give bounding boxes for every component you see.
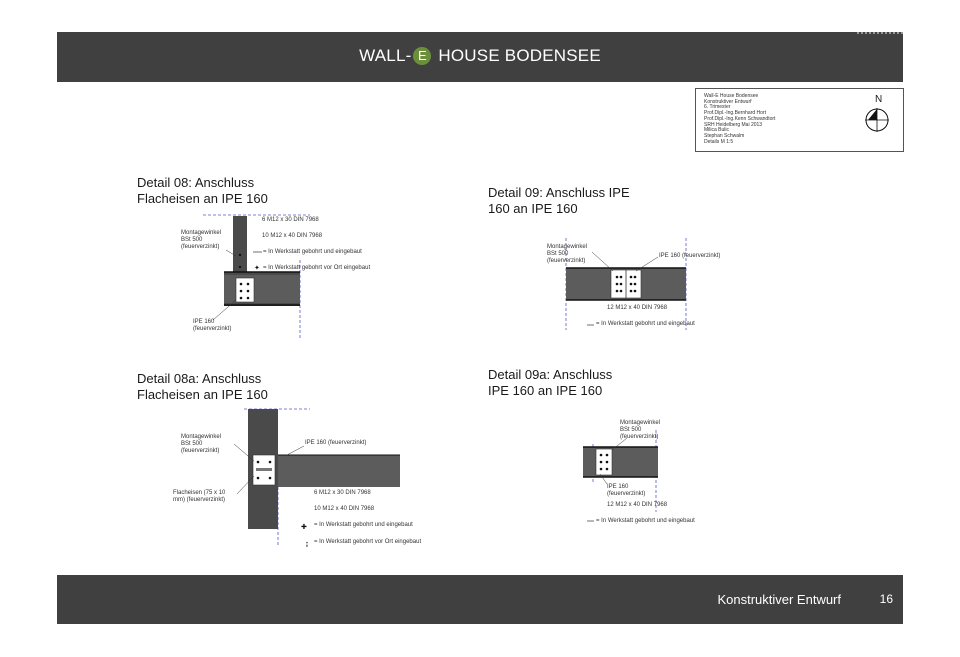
- detail-08-ipe-label: IPE 160 (feuerverzinkt): [193, 319, 232, 332]
- detail-08-montage-label: Montagewinkel BSt 500 (feuerverzinkt): [181, 230, 222, 250]
- detail-09a-screw: 12 M12 x 40 DIN 7968: [607, 502, 668, 508]
- detail-08-legend-2: = In Werkstatt gebohrt vor Ort eingebaut: [263, 265, 371, 271]
- footer-subtitle: Konstruktiver Entwurf: [717, 592, 841, 607]
- detail-08-legend-1: = In Werkstatt gebohrt und eingebaut: [263, 249, 362, 255]
- detail-08a-montage-label: Montagewinkel BSt 500 (feuerverzinkt): [181, 434, 222, 454]
- detail-08a-legend-2: = In Werkstatt gebohrt vor Ort eingebaut: [314, 539, 422, 545]
- detail-08a-screw-2: 10 M12 x 40 DIN 7968: [314, 506, 375, 512]
- detail-09a-title: Detail 09a: Anschluss IPE 160 an IPE 160: [488, 367, 613, 398]
- detail-08-title: Detail 08: Anschluss Flacheisen an IPE 160: [137, 175, 268, 206]
- detail-09a-ipe-label: IPE 160 (feuerverzinkt): [607, 484, 646, 497]
- detail-09-screw: 12 M12 x 40 DIN 7968: [607, 305, 668, 311]
- detail-09a-legend: = In Werkstatt gebohrt und eingebaut: [596, 518, 695, 524]
- detail-09-legend: = In Werkstatt gebohrt und eingebaut: [596, 321, 695, 327]
- title-block-lines: Wall-E House Bodensee Konstruktiver Entwurf 6. Trimester Prof.Dipl.-Ing.Bernhard Hort Prof.Dipl.-Ing.Kenn Schwandtort SRH Heidelberg Mai 2013 Milica Bulic Stephan Schwalm Details M 1:5: [704, 93, 776, 145]
- title-part-1: WALL-: [359, 46, 412, 65]
- svg-text:✦: ✦: [254, 265, 260, 272]
- detail-08a-flacheisen-label: Flacheisen (75 x 10 mm) (feuerverzinkt): [173, 490, 226, 503]
- detail-08a-legend-1: = In Werkstatt gebohrt und eingebaut: [314, 522, 413, 528]
- svg-text:↨: ↨: [305, 539, 309, 548]
- detail-08-screw-1: 6 M12 x 30 DIN 7968: [262, 217, 319, 223]
- detail-09-montage-label: Montagewinkel BSt 500 (feuerverzinkt): [547, 244, 588, 264]
- detail-09-title: Detail 09: Anschluss IPE 160 an IPE 160: [488, 185, 630, 216]
- title-part-2: HOUSE BODENSEE: [438, 46, 601, 65]
- detail-08-screw-2: 10 M12 x 40 DIN 7968: [262, 233, 323, 239]
- north-label: N: [875, 94, 883, 105]
- detail-08a-screw-1: 6 M12 x 30 DIN 7968: [314, 490, 371, 496]
- detail-08a-title: Detail 08a: Anschluss Flacheisen an IPE 160: [137, 371, 268, 402]
- detail-08a-ipe-label: IPE 160 (feuerverzinkt): [305, 440, 367, 446]
- svg-text:✚: ✚: [301, 524, 307, 531]
- detail-09a-montage-label: Montagewinkel BSt 500 (feuerverzinkt): [620, 420, 661, 440]
- page-number: 16: [879, 592, 893, 606]
- detail-09-ipe-label: IPE 160 (feuerverzinkt): [659, 253, 721, 259]
- footer-bar: [57, 575, 903, 624]
- logo-e-badge: E: [413, 47, 431, 65]
